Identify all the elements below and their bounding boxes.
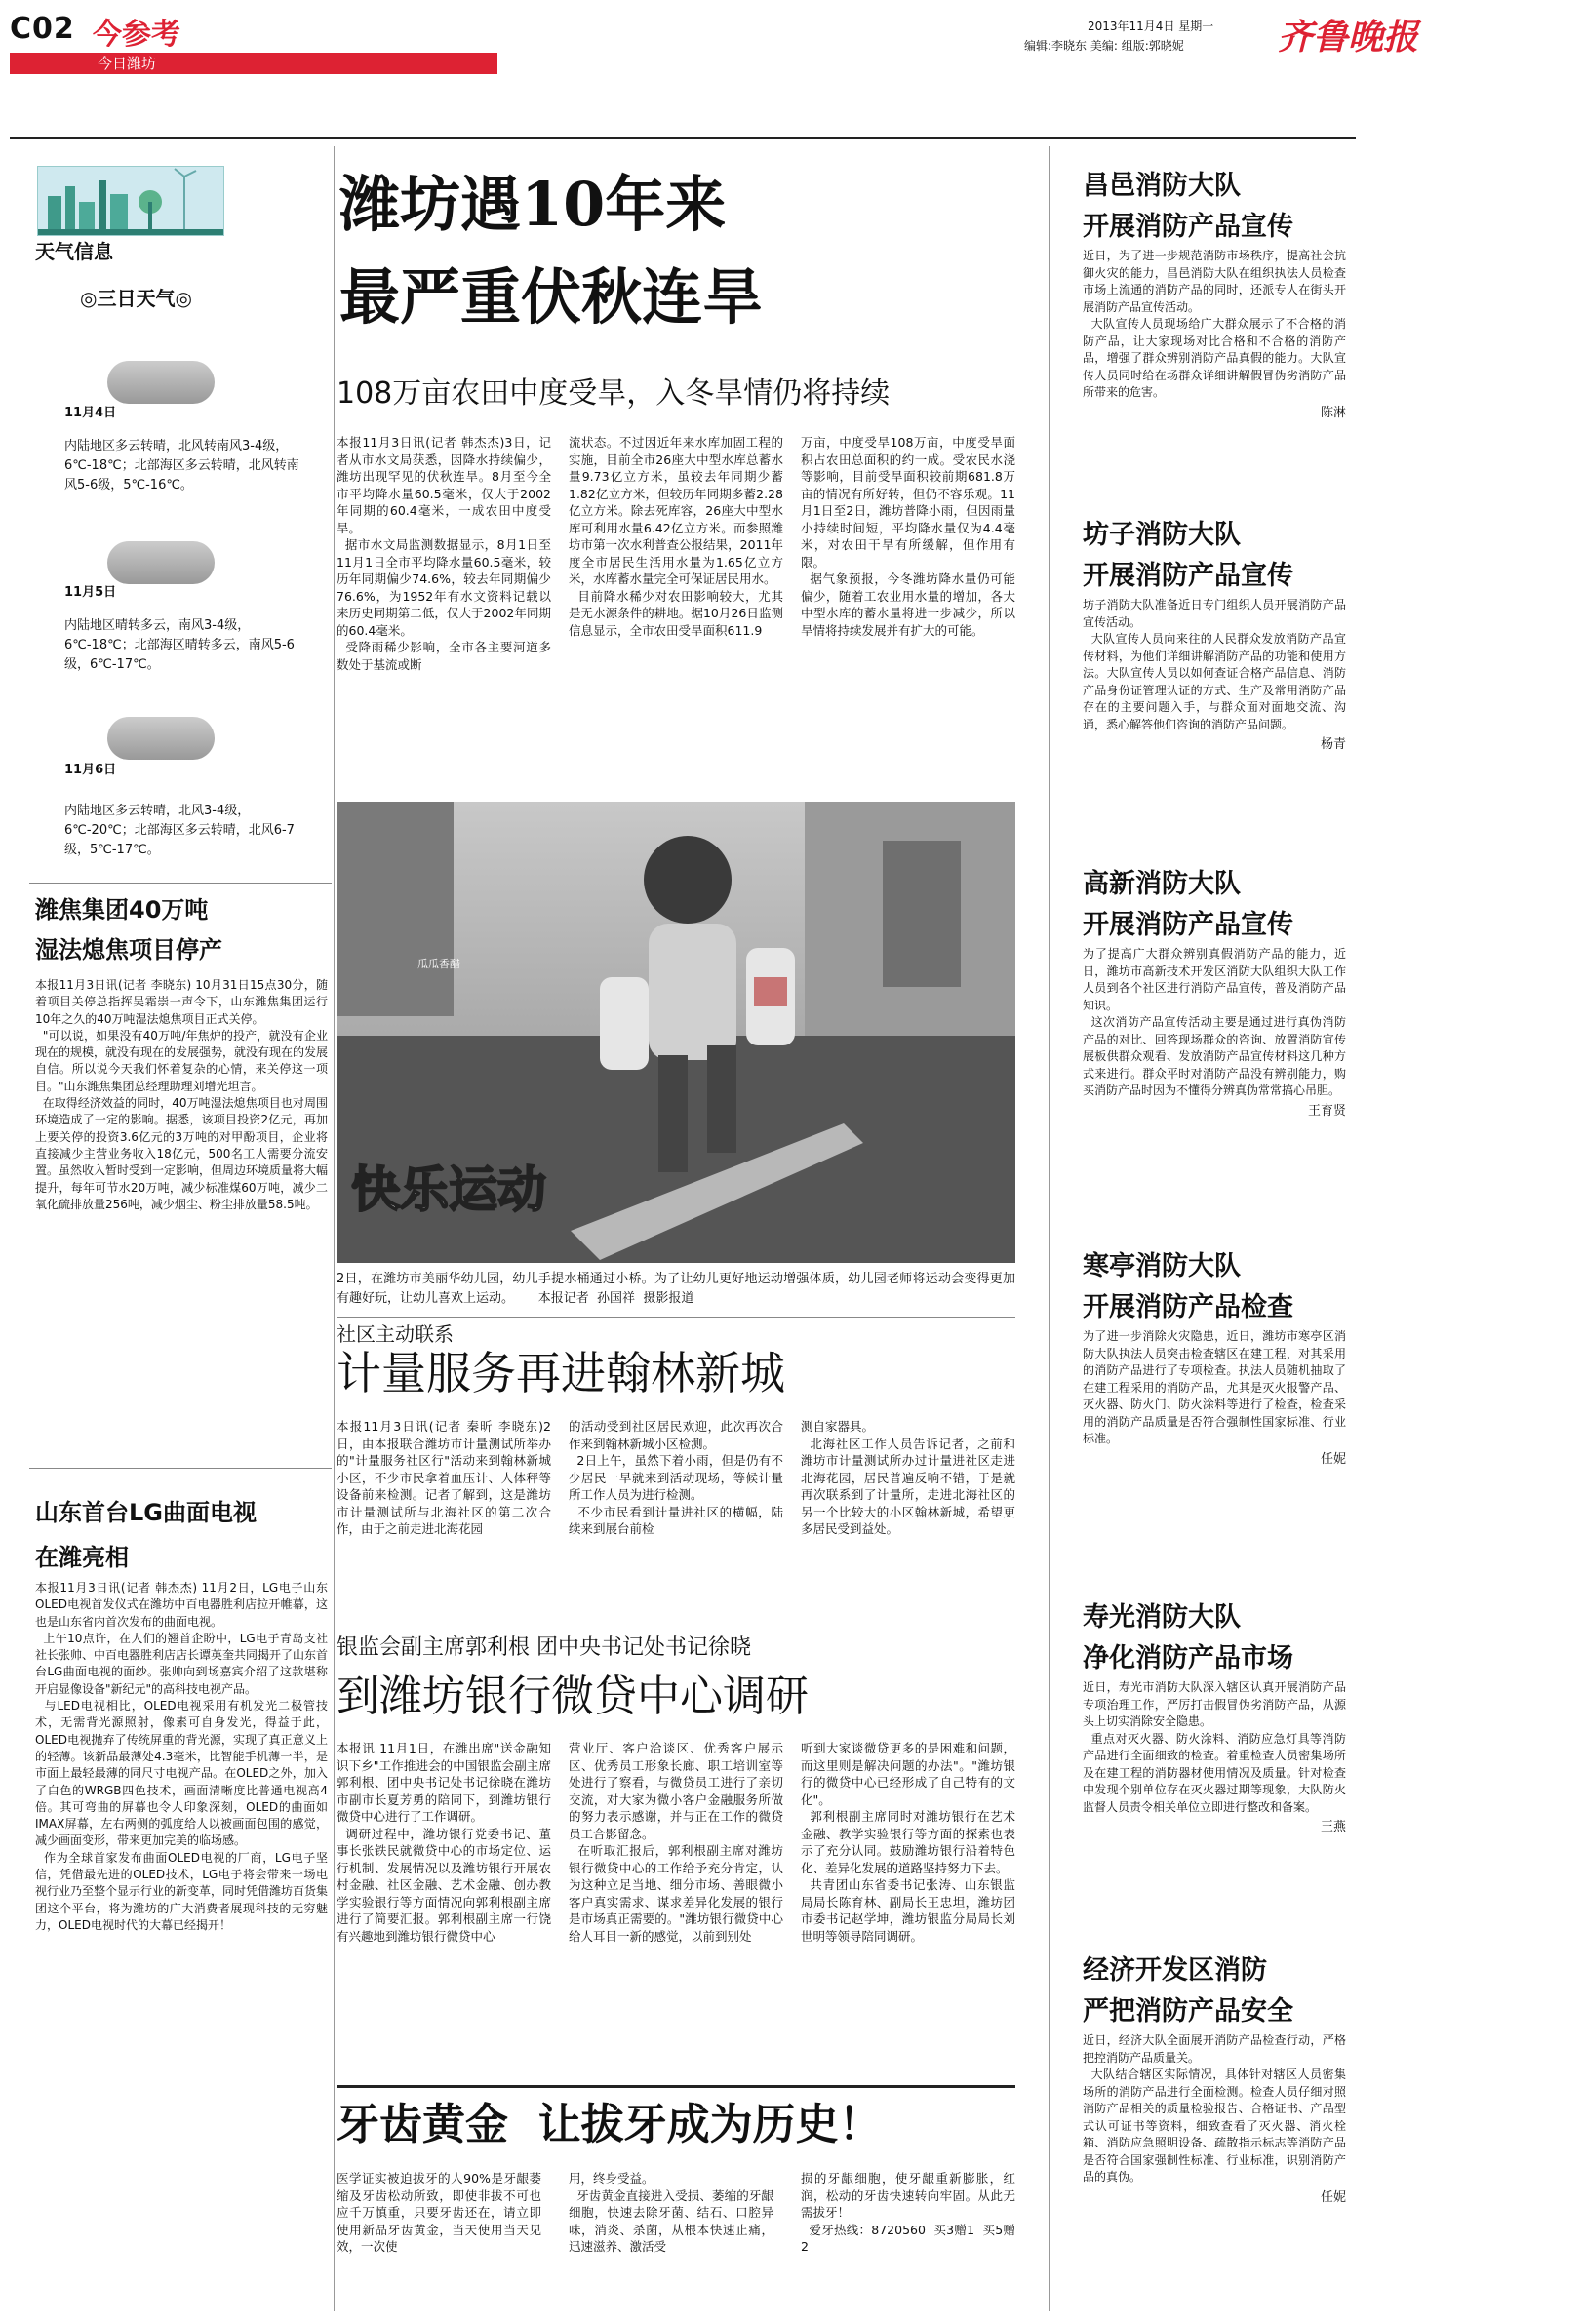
weather-forecast: 内陆地区晴转多云，南风3-4级，6℃-18℃；北部海区晴转多云，南风5-6级，6℃-17℃。 [64,618,295,672]
fire-news-item [1083,166,1346,515]
divider [29,883,332,884]
newspaper-logo: 齐鲁晚报 [1278,17,1419,58]
weather-forecast: 内陆地区多云转晴，北风转南风3-4级，6℃-18℃；北部海区多云转晴，北风转南风5-6级，5℃-16℃。 [64,439,299,492]
brief-body: 为了提高广大群众辨别真假消防产品的能力，近日，潍坊市高新技术开发区消防大队组织大队工作人员到各个社区进行消防产品宣传，普及消防产品知识。 这次消防产品宣传活动主要是通过进行真伪消防产品的对比、回答现场群众的咨询、放置消防宣传展板供群众观看、发放消防产品宣传材料这几种方式来进行。群众平时对消防产品没有辨别能力，购买消防产品时因为不懂得分辨真伪常常搞心吊胆。 [1083,947,1346,1097]
section-bar [10,53,497,74]
article-body: 的活动受到社区居民欢迎，此次再次合作来到翰林新城小区检测。 2日上午，虽然下着小雨，但是仍有不少居民一早就来到活动现场，等候计量所工作人员为进行检测。 不少市民看到计量进社区的横幅，陆续来到展台前检 [569,1419,783,1536]
ad-body: 用，终身受益。 牙齿黄金直接进入受损、萎缩的牙龈细胞，快速去除牙菌、结石、口腔异味，消炎、杀菌，从根本快速止痛，迅速滋养、激活受 [569,2171,773,2254]
weather-date: 11月5日 [64,585,117,600]
issue-date: 2013年11月4日 星期一 [1088,20,1214,33]
brief-title: 寒亭消防大队 [1083,1251,1241,1281]
brief-author: 杨青 [1320,737,1346,752]
brief-body: 近日，为了进一步规范消防市场秩序，提高社会抗御火灾的能力，昌邑消防大队在组织执法人员检查市场上流通的消防产品的同时，还派专人在街头开展消防产品宣传活动。 大队宣传人员现场给广大群众展示了不合格的消防产品，让大家现场对比合格和不合格的消防产品，增强了群众辨别消防产品真假的能力。大队宣传人员同时给在场群众详细讲解假冒伪劣消防产品所带来的危害。 [1083,249,1346,399]
article-title: 在潍亮相 [35,1544,129,1571]
weather-title: 天气信息 [35,240,113,263]
editor-credits: 编辑:李晓东 美编: 组版:郭晓妮 [1024,39,1184,53]
subsection-name: 今日潍坊 [98,55,157,72]
ad-body: 医学证实被迫拔牙的人90%是牙龈萎缩及牙齿松动所致，即使非拔不可也应千万慎重，只要牙齿还在，请立即使用新品牙齿黄金，当天使用当天见效，一次使 [337,2171,541,2254]
fire-news-item [1083,864,1346,1246]
bottle-label: 瓜瓜香醋 [417,958,460,970]
brief-title: 寿光消防大队 [1083,1602,1241,1633]
article-body: 本报11月3日讯(记者 秦昕 李晓东)2日，由本报联合潍坊市计量测试所举办的"计量服务社区行"活动来到翰林新城小区，不少市民拿着血压计、人体秤等设备前来检测。记者了解到，这是潍坊市计量测试所与北海社区的第二次合作，由于之前走进北海花园 [337,1419,551,1536]
column-rule [334,146,335,2311]
brief-title: 开展消防产品宣传 [1083,910,1293,940]
article-body: 本报11月3日讯(记者 韩杰杰)3日，记者从市水文局获悉，因降水持续偏少，潍坊出现罕见的伏秋连旱。8月至今全市平均降水量60.5毫米，仅大于2002年同期的60.4毫米，一成农田中度受旱。 据市水文局监测数据显示，8月1日至11月1日全市平均降水量60.5毫米，较历年同期偏少74.6%，较去年同期偏少76.6%，为1952年有水文资料记载以来历史同期第二低，仅大于2002年同期的60.4毫米。 受降雨稀少影响，全市各主要河道多数处于基流或断 [337,435,551,672]
article-body: 听到大家谈微贷更多的是困难和问题，而这里则是解决问题的办法"。"潍坊银行的微贷中心已经形成了自己特有的文化"。 郭利根副主席同时对潍坊银行在艺术金融、教学实验银行等方面的探索也表示了充分认同。鼓励潍坊银行沿着特色化、差异化发展的道路坚持努力下去。 共青团山东省委书记张涛、山东银监局局长陈育林、副局长王忠坦，潍坊团市委书记赵学坤，潍坊银监分局局长刘世明等领导陪同调研。 [801,1741,1015,1944]
fire-news-item [1083,515,1346,864]
brief-author: 陈淋 [1320,405,1346,420]
weather-date: 11月4日 [64,406,117,420]
brief-author: 王燕 [1320,1820,1346,1834]
ad-rule [337,2085,1015,2088]
brief-body: 坊子消防大队准备近日专门组织人员开展消防产品宣传活动。 大队宣传人员向来往的人民群众发放消防产品宣传材料，为他们详细讲解消防产品的功能和使用方法。大队宣传人员以如何查证合格产品信息、消防产品身份证管理认证的方式、生产及常用消防产品存在的主要问题入手，与群众面对面地交流、沟通，悉心解答他们咨询的消防产品问题。 [1083,598,1346,731]
article-title: 山东首台LG曲面电视 [35,1499,257,1526]
article-body: 万亩，中度受旱108万亩，中度受旱面积占农田总面积的约一成。受农民水浇等影响，目前受旱面积较前期681.8万亩的情况有所好转，但仍不容乐观。11月1日至2日，潍坊普降小雨，但因雨量小持续时间短，平均降水量仅为4.4毫米，对农田干旱有所缓解，但作用有限。 据气象预报，今冬潍坊降水量仍可能偏少，随着工农业用水量的增加，各大中型水库的蓄水量将进一步减少，所以旱情将持续发展并有扩大的可能。 [801,435,1015,638]
article-body: 本报11月3日讯(记者 李晓东) 10月31日15点30分，随着项目关停总指挥吴霜崇一声令下，山东潍焦集团运行10年之久的40万吨湿法熄焦项目正式关停。 "可以说，如果没有40万吨/年焦炉的投产，就没有企业现在的规模，就没有现在的发展强势，就没有现在的发展自信。所以说今天我们怀着复杂的心情，来关停这一项目。"山东潍焦集团总经理助理刘增光坦言。 在取得经济效益的同时，40万吨湿法熄焦项目也对周围环境造成了一定的影响。据悉，该项目投资2亿元，再加上要关停的投资3.6亿元的3万吨的对甲酚项目，企业将直接减少主营业务收入18亿元，500名工人需要分流安置。虽然收入暂时受到一定影响，但周边环境质量将大幅提升，每年可节水20万吨，减少标准煤60万吨，减少二氧化硫排放量256吨，减少烟尘、粉尘排放量58.5吨。 [35,978,329,1211]
weather-date: 11月6日 [64,763,117,777]
brief-title: 开展消防产品检查 [1083,1292,1293,1322]
brief-title: 高新消防大队 [1083,869,1241,899]
header-rule [10,137,1356,139]
article-body: 本报讯 11月1日，在潍出席"送金融知识下乡"工作推进会的中国银监会副主席郭利根、团中央书记处书记徐晓在潍坊市副市长夏芳勇的陪同下，到潍坊银行微贷中心进行了工作调研。 调研过程中，潍坊银行党委书记、董事长张铁民就微贷中心的市场定位、运行机制、发展情况以及潍坊银行开展农村金融、社区金融、艺术金融、创办教学实验银行等方面情况向郭利根副主席进行了简要汇报。郭利根副主席一行饶有兴趣地到潍坊银行微贷中心 [337,1741,551,1944]
weather-subtitle: ◎三日天气◎ [80,287,192,310]
article-body: 营业厅、客户洽谈区、优秀客户展示区、优秀员工形象长廊、职工培训室等处进行了察看，与微贷员工进行了亲切交流，对大家为微小客户金融服务所做的努力表示感谢，并与正在工作的微贷员工合影留念。 在听取汇报后，郭利根副主席对潍坊银行微贷中心的工作给予充分肯定，认为这种立足当地、细分市场、善眼微小客户真实需求、谋求差异化发展的银行是市场真正需要的。"潍坊银行微贷中心给人耳目一新的感觉，以前到别处 [569,1741,783,1944]
section-name: 今参考 [93,18,180,52]
article-title: 湿法熄焦项目停产 [35,936,222,964]
city-skyline-icon [37,166,224,236]
brief-author: 任妮 [1320,1451,1346,1467]
headline: 最严重伏秋连旱 [339,261,764,333]
ad-headline: 牙齿黄金 让拔牙成为历史！ [337,2100,882,2149]
brief-title: 开展消防产品宣传 [1083,212,1293,242]
page-number: C02 [10,12,75,46]
brief-title: 昌邑消防大队 [1083,171,1241,201]
cloud-icon [107,361,215,404]
brief-title: 严把消防产品安全 [1083,1996,1293,2027]
article-body: 测自家器具。 北海社区工作人员告诉记者，之前和潍坊市计量测试所办过计量进社区走进北海花园，居民普遍反响不错，于是就再次联系到了计量所，走进北海社区的另一个比较大的小区翰林新城，希望更多居民受到益处。 [801,1419,1015,1536]
article-body: 本报11月3日讯(记者 韩杰杰) 11月2日，LG电子山东OLED电视首发仪式在潍坊中百电器胜利店拉开帷幕，这也是山东省内首次发布的曲面电视。 上午10点许，在人们的翘首企盼中，LG电子青岛支社社长张帅、中百电器胜利店店长谭英奎共同揭开了山东首台LG曲面电视的面纱。张帅向到场嘉宾介绍了这款堪称开启显像设备"新纪元"的高科技电视产品。 与LED电视相比，OLED电视采用有机发光二极管技术，无需背光源照射，像素可自身发光，得益于此，OLED电视抛弃了传统屏重的背光源，实现了真正意义上的轻薄。该新品最薄处4.3毫米，比智能手机薄一半，是市面上最轻最薄的同尺寸电视产品。在OLED之外，加入了白色的WRGB四色技术，画面清晰度比普通电视高4倍。其可弯曲的屏幕也令人印象深刻，OLED的曲面如IMAX屏幕，左右两侧的弧度给人以被画面包围的感觉，减少画面变形，带来更加完美的临场感。 作为全球首家发布曲面OLED电视的厂商，LG电子坚信，凭借最先进的OLED技术，LG电子将会带来一场电视行业乃至整个显示行业的新变革，同时凭借潍坊百货集团这个平台，将为潍坊的广大消费者展现科技的无穷魅力，OLED电视时代的大幕已经揭开！ [35,1581,329,1932]
brief-body: 为了进一步消除火灾隐患，近日，潍坊市寒亭区消防大队执法人员突击检查辖区在建工程，对其采用的消防产品进行了专项检查。执法人员随机抽取了在建工程采用的消防产品，尤其是灭火报警产品、灭火器、防火门、防火涂料等进行了检查，检查采用的消防产品质量是否符合强制性国家标准、行业标准。 [1083,1329,1346,1445]
photo-caption: 2日，在潍坊市美丽华幼儿园，幼儿手提水桶通过小桥。为了让幼儿更好地运动增强体质，幼儿园老师将运动会变得更加有趣好玩，让幼儿喜欢上运动。 本报记者 孙国祥 摄影报道 [337,1272,1015,1306]
brief-title: 经济开发区消防 [1083,1955,1267,1986]
photo-overlay-title: 快乐运动 [351,1162,546,1218]
article-body: 流状态。不过因近年来水库加固工程的实施，目前全市26座大中型水库总蓄水量9.73亿立方米，虽较去年同期少蓄1.82亿立方米，但较历年同期多蓄2.28亿立方米。除去死库容，26座大中型水库可利用水量6.42亿立方米。而参照潍坊市第一次水利普查公报结果，2011年度全市居民生活用水量为1.65亿立方米，水库蓄水量完全可保证居民用水。 目前降水稀少对农田影响较大，尤其是无水源条件的耕地。据10月26日监测信息显示，全市农田受旱面积611.9 [569,435,783,638]
subheadline: 108万亩农田中度受旱，入冬旱情仍将持续 [337,376,891,411]
brief-title: 净化消防产品市场 [1083,1643,1293,1674]
weather-forecast: 内陆地区多云转晴，北风3-4级，6℃-20℃；北部海区多云转晴，北风6-7级，5℃-17℃。 [64,804,295,857]
cloud-icon [107,717,215,760]
ad-body: 损的牙龈细胞，使牙龈重新膨胀，红润，松动的牙齿快速转向牢固。从此无需拔牙！ 爱牙热线：8720560 买3赠1 买5赠2 [801,2171,1015,2254]
brief-author: 王育贤 [1307,1103,1346,1119]
fire-news-item [1083,1950,1346,2205]
fire-news-item [1083,1597,1346,1950]
brief-body: 近日，经济大队全面展开消防产品检查行动，严格把控消防产品质量关。 大队结合辖区实际情况，具体针对辖区人员密集场所的消防产品进行全面检测。检查人员仔细对照消防产品相关的质量检验报告、合格证书、产品型式认可证书等资料，细致查看了灭火器、消火栓箱、消防应急照明设备、疏散指示标志等消防产品是否符合国家强制性标准、行业标准，识别消防产品的真伪。 [1083,2033,1346,2184]
brief-title: 坊子消防大队 [1083,520,1241,550]
fire-news-column [1083,166,1346,2205]
brief-author: 任妮 [1320,2189,1346,2205]
article-kicker: 社区主动联系 [337,1322,454,1346]
brief-body: 近日，寿光市消防大队深入辖区认真开展消防产品专项治理工作，严厉打击假冒伪劣消防产品，从源头上切实消除安全隐患。 重点对灭火器、防火涂料、消防应急灯具等消防产品进行全面细致的检查。着重检查人员密集场所及在建工程的消防器材使用情况及质量。针对检查中发现个别单位存在灭火器过期等现象，大队防火监督人员责令相关单位立即进行整改和备案。 [1083,1680,1346,1814]
fire-news-item [1083,1246,1346,1597]
divider [29,1468,332,1469]
brief-title: 开展消防产品宣传 [1083,561,1293,591]
article-title: 潍焦集团40万吨 [35,896,209,924]
article-title: 计量服务再进翰林新城 [337,1347,785,1399]
headline: 潍坊遇10年来 [339,169,727,240]
article-title: 到潍坊银行微贷中心调研 [337,1672,809,1721]
divider [337,1317,1015,1318]
article-kicker: 银监会副主席郭利根 团中央书记处书记徐晓 [337,1635,751,1660]
cloud-icon [107,541,215,584]
column-rule [1049,146,1050,2311]
